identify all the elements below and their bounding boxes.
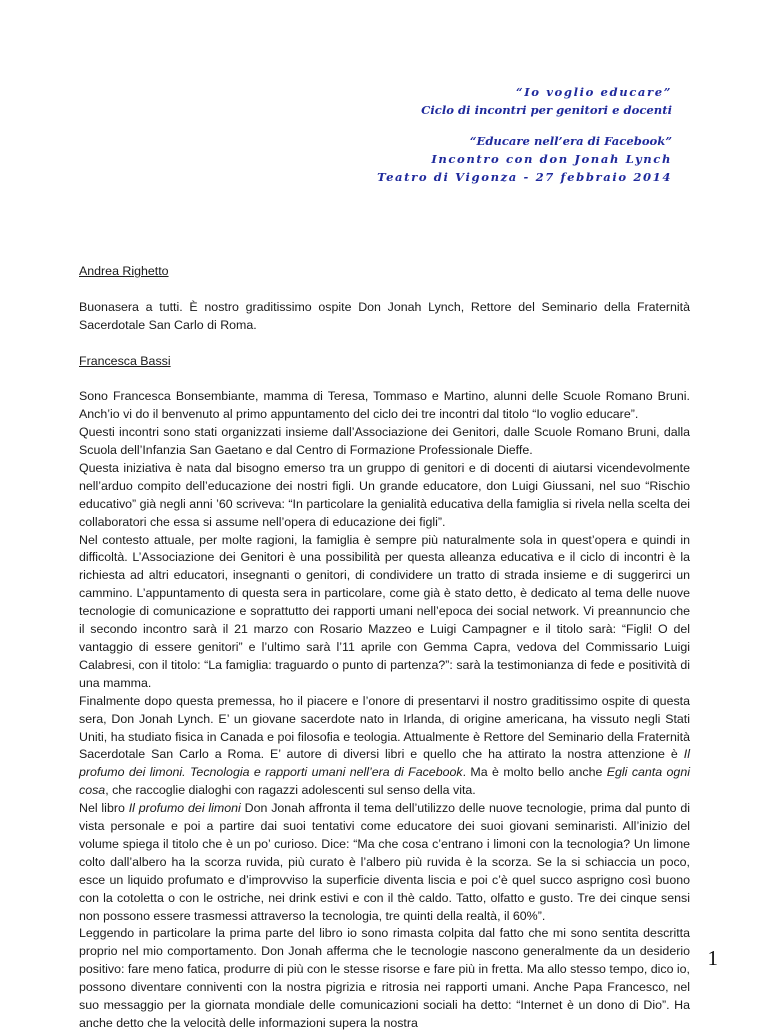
paragraph: Questi incontri sono stati organizzati insieme dall’Associazione dei Genitori, dalle Scuole Romano Bruni, dalla Scuola dell’Infanzia San Gaetano e dal Centro di Formazione Professionale Dieffe. <box>79 425 690 458</box>
event-title: “Educare nell’era di Facebook” <box>469 134 672 148</box>
series-subtitle: Ciclo di incontri per genitori e docenti <box>421 103 672 117</box>
series-title: “Io voglio educare” <box>515 85 672 99</box>
page-number: 1 <box>707 946 718 970</box>
paragraph: Buonasera a tutti. È nostro graditissimo ospite Don Jonah Lynch, Rettore del Seminario della Fraternità Sacerdotale San Carlo di Roma. <box>79 299 690 332</box>
paragraph-text: Nel libro <box>79 801 129 816</box>
paragraph-text: . Ma è molto bello anche <box>462 765 607 780</box>
venue-date-line: Teatro di Vigonza - 27 febbraio 2014 <box>377 170 672 184</box>
paragraph-text: , che raccoglie dialoghi con ragazzi adolescenti sul senso della vita. <box>105 783 476 798</box>
paragraph: Leggendo in particolare la prima parte del libro io sono rimasta colpita dal fatto che mi sono sentita descritta proprio nel mio comportamento. Don Jonah afferma che le tecnologie nascono generalmente da un desiderio positivo: fare meno fatica, produrre di più con le stesse risorse e fare più in fretta. Ma allo stesso tempo, dico io, possono diventare conniventi con la nostra pigrizia e ritrosia nei rapporti umani. Anche Papa Francesco, nel suo messaggio per la giornata mondiale delle comunicazioni sociali ha detto: “Internet è un dono di Dio”. Ha anche detto che la velocità delle informazioni supera la nostra <box>79 926 690 1031</box>
paragraph: Sono Francesca Bonsembiante, mamma di Teresa, Tommaso e Martino, alunni delle Scuole Romano Bruni. Anch’io vi do il benvenuto al primo appuntamento del ciclo dei tre incontri dal titolo “Io voglio educare”. <box>79 389 690 422</box>
speaker-name: Francesca Bassi <box>79 353 171 368</box>
paragraph <box>79 693 690 800</box>
meeting-line: Incontro con don Jonah Lynch <box>431 152 672 166</box>
paragraph: Nel contesto attuale, per molte ragioni, la famiglia è sempre più naturalmente sola in quest’opera e quindi in difficoltà. L’Associazione dei Genitori è una possibilità per questa alleanza educativa e il ciclo di incontri è la richiesta ad altri educatori, insegnanti o genitori, di condividere un tratto di strada insieme e di suggerirci un cammino. L’appuntamento di questa sera in particolare, come già è stato detto, è dedicato al tema delle nuove tecnologie di comunicazione e soprattutto dei rapporti umani nell’epoca dei social network. Vi preannuncio che il secondo incontro sarà il 21 marzo con Rosario Mazzeo e Luigi Campagner e il titolo sarà: “Figli! O del vantaggio di essere genitori” e l’ultimo sarà l’11 aprile con Gemma Capra, vedova del Commissario Luigi Calabresi, con il titolo: “La famiglia: traguardo o punto di partenza?”: sarà la testimonianza di fede e positività di una mamma. <box>79 532 690 690</box>
book-title: Il profumo dei limoni <box>128 801 241 816</box>
document-body <box>79 263 690 1033</box>
document-header <box>377 83 672 186</box>
paragraph <box>79 800 690 925</box>
book-title: Il profumo dei limoni. Tecnologia e rapporti umani nell’era di Facebook <box>79 747 690 780</box>
paragraph-text: Don Jonah affronta il tema dell’utilizzo delle nuove tecnologie, prima dal punto di vista personale e poi a partire dai suoi tentativi come educatore dei suoi giovani seminaristi. All’inizio del volume spiega il titolo che è un po’ curioso. Dice: “Ma che cosa c’entrano i limoni con la tecnologia? Un limone colto dall’albero ha la scorza ruvida, più curato è l’albero più ruvida è la scorza. Se la si schiaccia un poco, esce un liquido profumato e d’improvviso la superficie diventa liscia e poi c’è quel succo asprigno così buono con la cotoletta o con le ostriche, nei drink estivi e con il thè caldo. Tatto, olfatto e gusto. Tre dei cinque sensi non possono essere trasmessi attraverso la tecnologia, tre quinti della realtà, il 60%”. <box>79 801 691 923</box>
speaker-name: Andrea Righetto <box>79 264 169 278</box>
book-title: Egli canta ogni cosa <box>79 765 690 798</box>
paragraph-text: Finalmente dopo questa premessa, ho il piacere e l’onore di presentarvi il nostro graditissimo ospite di questa sera, Don Jonah Lynch. E’ un giovane sacerdote nato in Irlanda, di origine americana, ha vissuto negli Stati Uniti, ha studiato fisica in Canada e poi filosofia e teologia. Attualmente è Rettore del Seminario della Fraternità Sacerdotale San Carlo a Roma. E’ autore di diversi libri e quello che ha attirato la nostra attenzione è <box>79 693 690 762</box>
paragraph: Questa iniziativa è nata dal bisogno emerso tra un gruppo di genitori e di docenti di aiutarsi vicendevolmente nell’arduo compito dell’educazione dei nostri figli. Un grande educatore, don Luigi Giussani, nel suo “Rischio educativo” già negli anni ’60 scriveva: “In particolare la genialità educativa della famiglia si rivela nella scelta dei collaboratori che essa si assume nell’opera di educazione dei figli”. <box>79 460 690 529</box>
